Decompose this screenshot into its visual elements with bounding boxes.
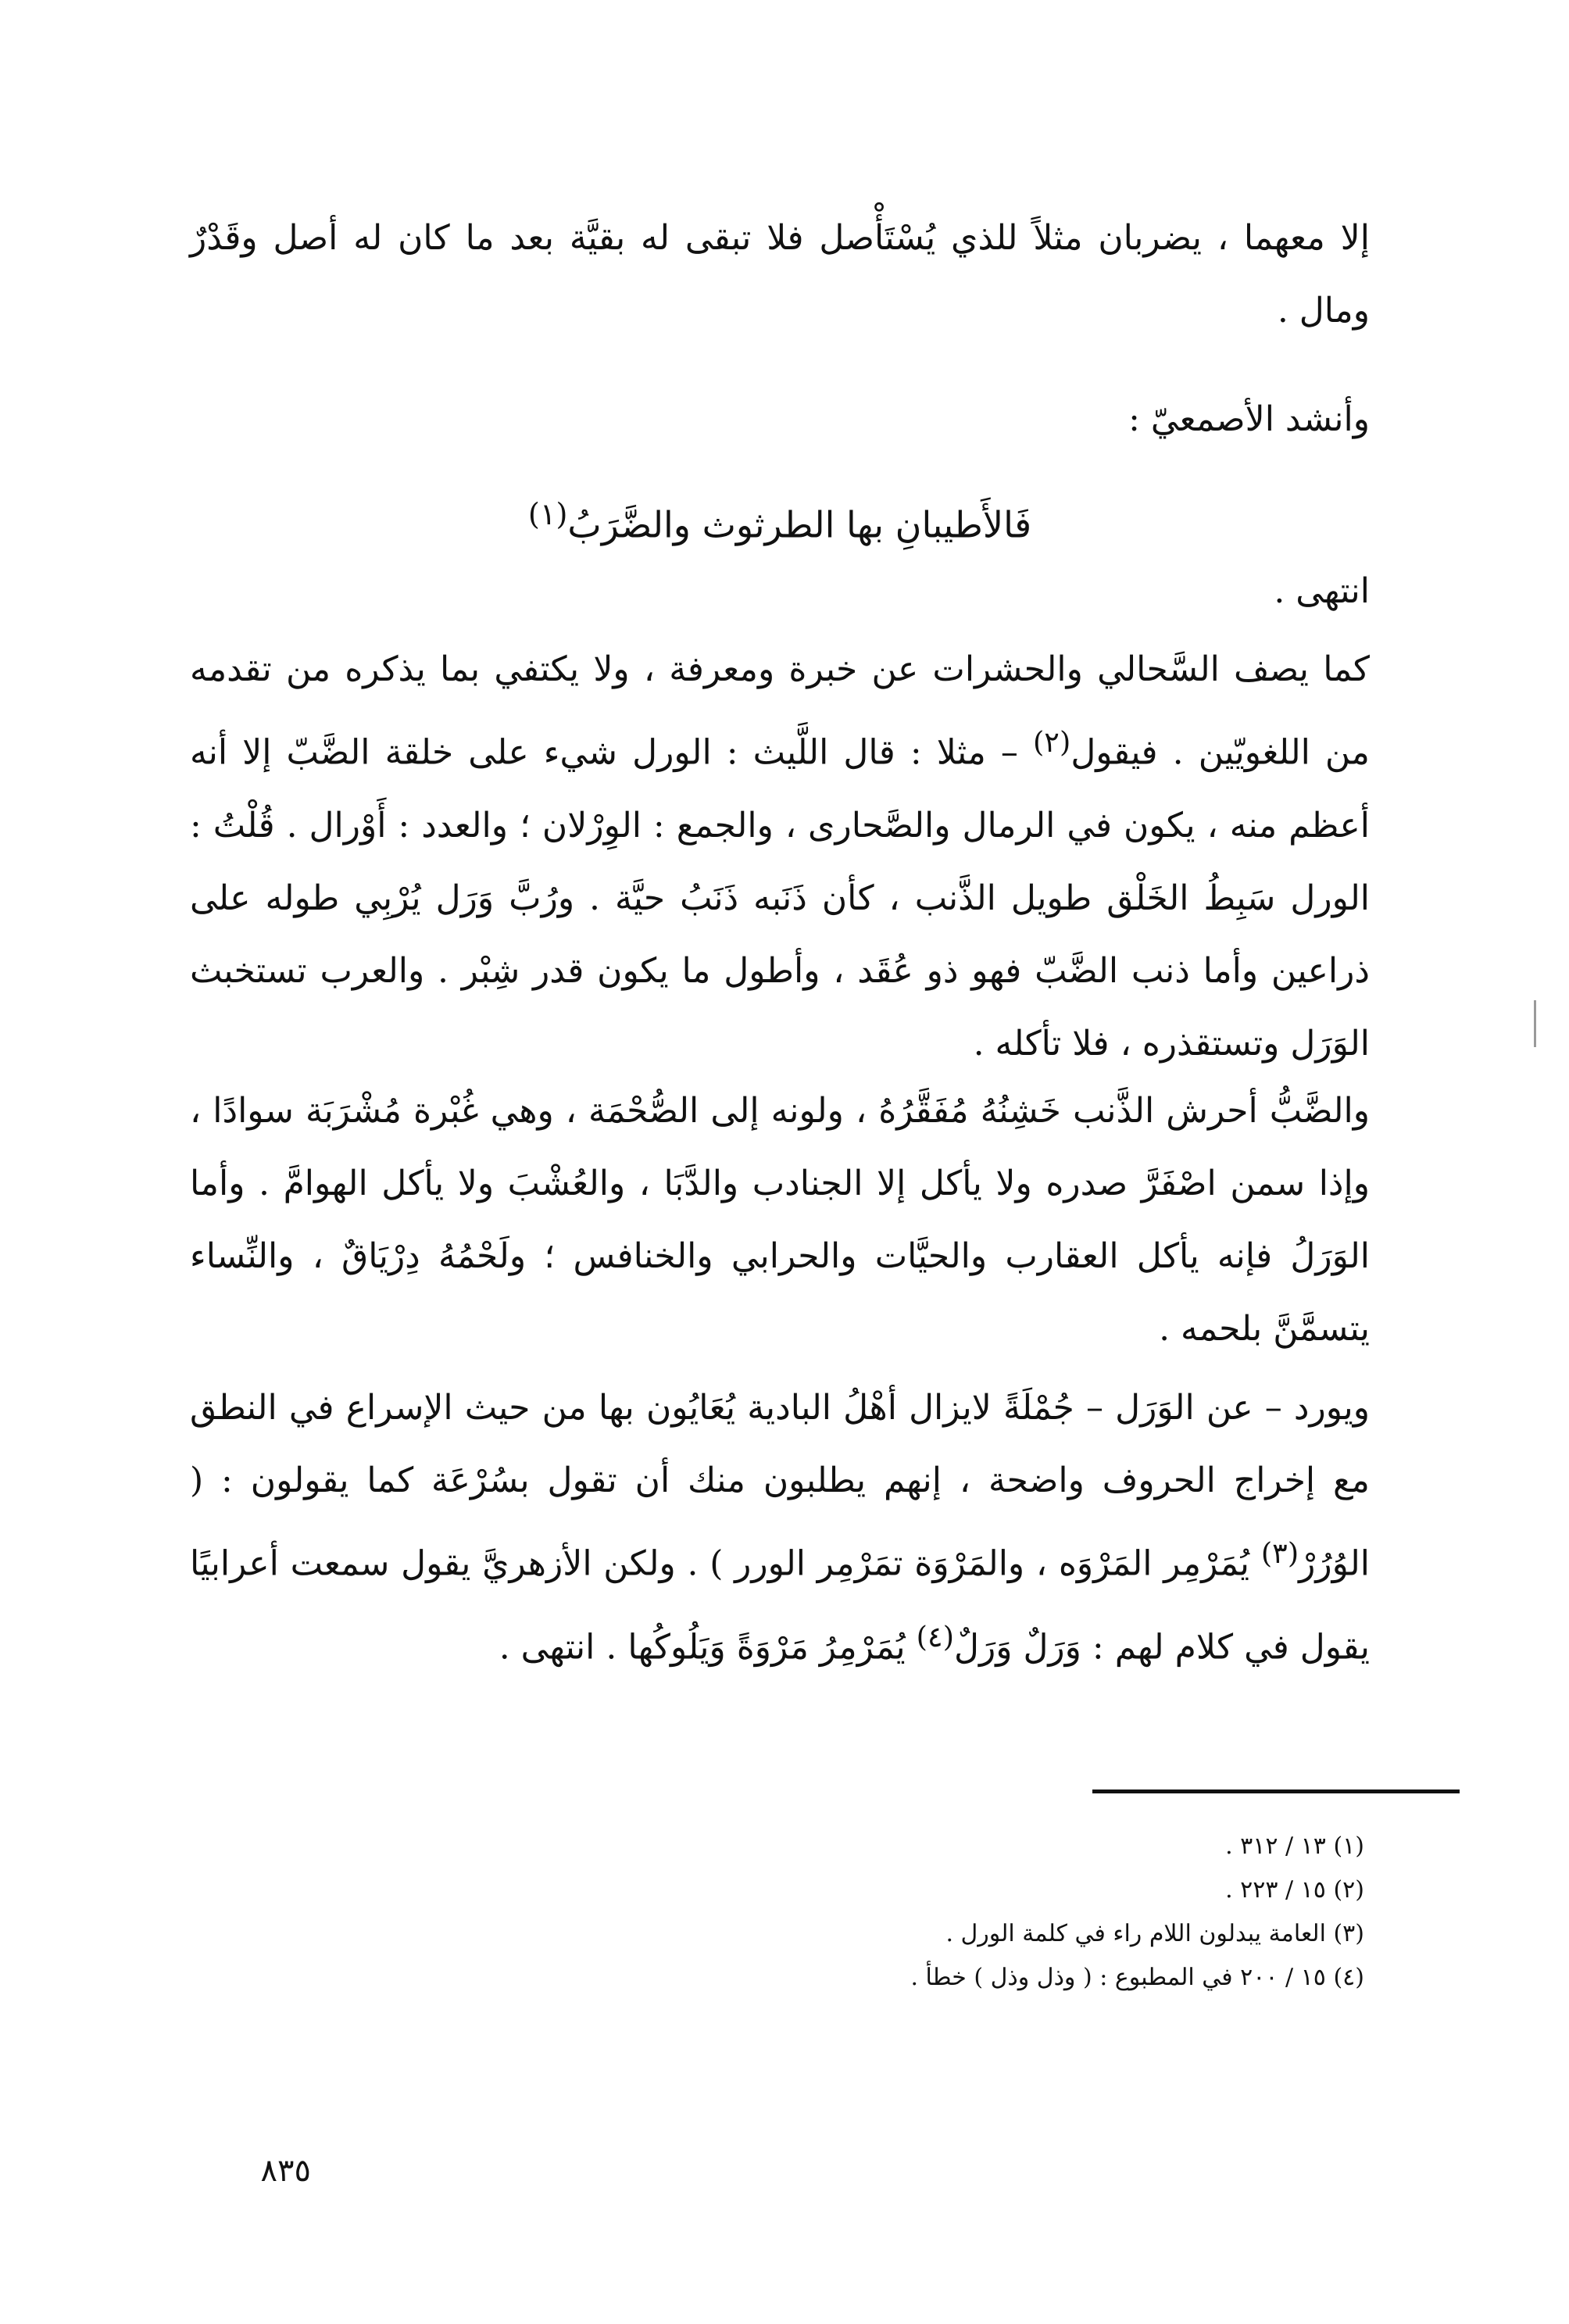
paragraph-tongue-twister-part-3: يُمَرْمِرُ مَرْوَةً وَيَلُوكُها . انتهى . xyxy=(499,1627,917,1668)
footnote-ref-3: (٣) xyxy=(1260,1536,1299,1570)
paragraph-intro: إلا معهما ، يضربان مثلاً للذي يُسْتَأْصل فلا تبقى له بقيَّة بعد ما كان له أصل وقَدْرٌ ومال . xyxy=(190,218,1370,331)
footnote-item: (١) ١٣ / ٣١٢ . xyxy=(1225,1832,1364,1860)
paragraph-tongue-twister xyxy=(190,1371,1370,1683)
paragraph-asmai-recited: وأنشد الأصمعيّ : xyxy=(1128,399,1370,439)
footnote-divider xyxy=(1092,1789,1460,1793)
paragraph-lizards xyxy=(190,633,1370,1080)
footnote-ref-2: (٢) xyxy=(1032,725,1071,759)
footnote-item: (٢) ١٥ / ٢٢٣ . xyxy=(1225,1876,1364,1904)
paragraph-end-quote: انتهى . xyxy=(1274,571,1370,611)
footnote-ref-1: (١) xyxy=(527,497,568,532)
page-number: ٨٣٥ xyxy=(260,2153,311,2189)
poetry-verse xyxy=(190,478,1370,561)
scan-edge-mark xyxy=(1534,1000,1536,1047)
paragraph-dabb: والضَّبُّ أحرش الذَّنب خَشِنُهُ مُفَقَّرُهُ ، ولونه إلى الصُّحْمَة ، وهي غُبْرة مُشْرَبَة سوادًا ، وإذا سمن اصْفَرَّ صدره ولا يأكل إلا الجنادب والدَّبَا ، والعُشْبَ ولا يأكل الهوامَّ . وأما الوَرَلُ فإنه يأكل العقارب والحيَّات والحرابي والخنافس ؛ ولَحْمُهُ دِرْيَاقٌ ، والنِّساء يتسمَّنَّ بلحمه . xyxy=(190,1091,1370,1349)
paragraph-lizards-part-1: كما يصف السَّحالي والحشرات عن خبرة ومعرفة ، ولا يكتفي بما يذكره من تقدمه من اللغويّين . فيقول xyxy=(190,649,1370,773)
footnote-item: (٣) العامة يبدلون اللام راء في كلمة الورل . xyxy=(945,1920,1364,1947)
paragraph-lizards-part-2: – مثلا : قال اللَّيث : الورل شيء على خلقة الضَّبّ إلا أنه أعظم منه ، يكون في الرمال والصَّحارى ، والجمع : الوِرْلان ؛ والعدد : أَوْرال . قُلْتُ : الورل سَبِطُ الخَلْق طويل الذَّنب ، كأن ذَنَبه ذَنَبُ حيَّة . ورُبَّ وَرَل يُرْبِي طوله على ذراعين وأما ذنب الضَّبّ فهو ذو عُقَد ، وأطول ما يكون قدر شِبْر . والعرب تستخبث الوَرَل وتستقذره ، فلا تأكله . xyxy=(190,732,1371,1064)
paragraph-tongue-twister-part-1: ويورد – عن الوَرَل – جُمْلَةً لايزال أهْلُ البادية يُعَايُون بها من حيث الإسراع في النطق مع إخراج الحروف واضحة ، إنهم يطلبون منك أن تقول بسُرْعَة كما يقولون : ( الوُرُرْ xyxy=(190,1388,1370,1584)
footnote-item: (٤) ١٥ / ٢٠٠ في المطبوع : ( وذل وذل ) خطأ . xyxy=(910,1964,1364,1991)
footnotes-list xyxy=(583,1825,1364,2000)
verse-text: فَالأَطيبانِ بها الطرثوث والضَّرَبُ xyxy=(567,503,1032,546)
footnote-ref-4: (٤) xyxy=(916,1619,954,1654)
paragraph-tongue-twister-part-2: يُمَرْمِر المَرْوَه ، والمَرْوَة تمَرْمِر الورر ) . ولكن الأزهريَّ يقول سمعت أعرابيًا يقول في كلام لهم : وَرَلٌ وَرَلٌ xyxy=(190,1543,1370,1668)
